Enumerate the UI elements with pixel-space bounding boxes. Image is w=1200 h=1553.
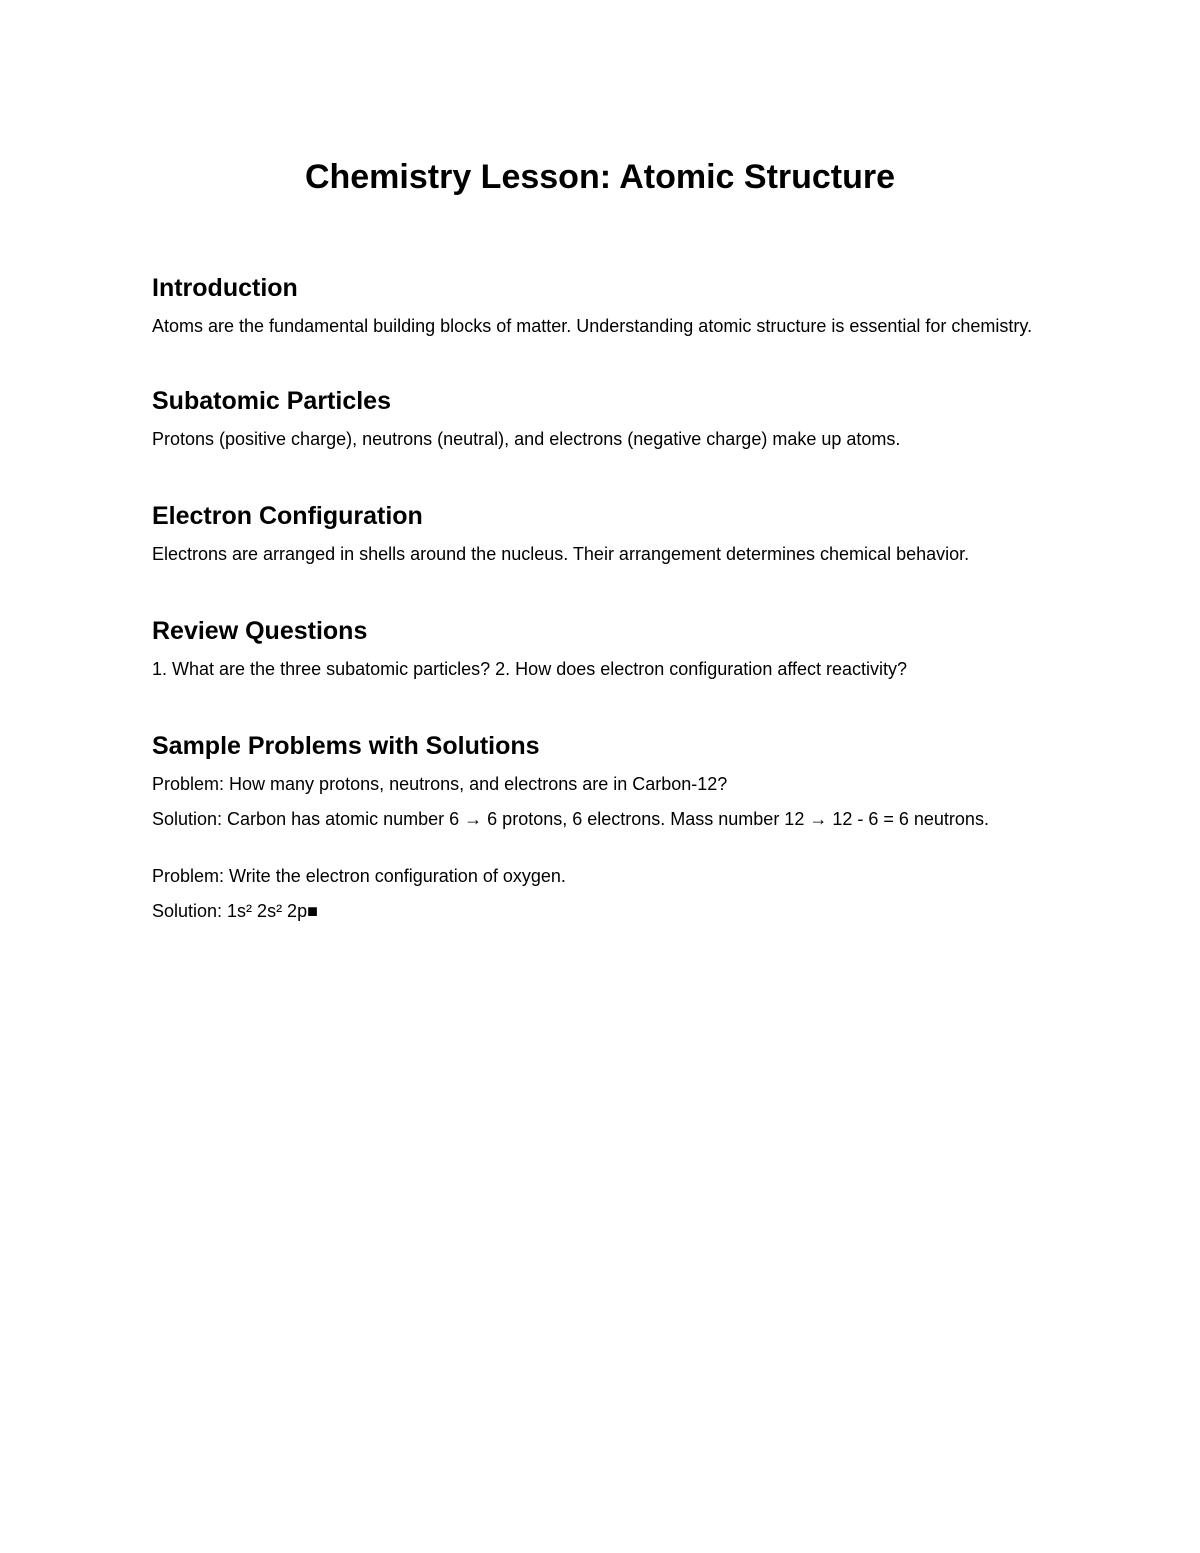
section-sample-problems: [152, 728, 1052, 923]
sample-solution: Solution: Carbon has atomic number 6 → 6 protons, 6 electrons. Mass number 12 → 12 - 6 = 6 neutrons.: [152, 809, 989, 829]
section-text-electron-configuration: Electrons are arranged in shells around the nucleus. Their arrangement determines chemical behavior.: [152, 544, 970, 564]
section-text-subatomic-particles: Protons (positive charge), neutrons (neutral), and electrons (negative charge) make up atoms.: [152, 429, 901, 449]
section-introduction: [152, 270, 1052, 338]
section-heading-introduction: Introduction: [152, 274, 298, 302]
section-text-introduction: Atoms are the fundamental building blocks of matter. Understanding atomic structure is essential for chemistry.: [152, 316, 1033, 336]
section-text-review-questions: 1. What are the three subatomic particles? 2. How does electron configuration affect reactivity?: [152, 659, 908, 679]
document-title: Chemistry Lesson: Atomic Structure: [304, 158, 896, 196]
section-heading-electron-configuration: Electron Configuration: [152, 502, 423, 530]
section-heading-review-questions: Review Questions: [152, 617, 368, 645]
document-body: [152, 270, 1052, 923]
section-subatomic-particles: [152, 383, 1052, 451]
section-review-questions: [152, 613, 1052, 681]
sample-solution: Solution: 1s² 2s² 2p■: [152, 901, 318, 921]
section-heading-sample-problems: Sample Problems with Solutions: [152, 732, 540, 760]
sample-problem: Problem: How many protons, neutrons, and electrons are in Carbon-12?: [152, 774, 728, 794]
section-electron-configuration: [152, 498, 1052, 566]
sample-problem: Problem: Write the electron configuration of oxygen.: [152, 866, 566, 886]
section-heading-subatomic-particles: Subatomic Particles: [152, 387, 391, 415]
